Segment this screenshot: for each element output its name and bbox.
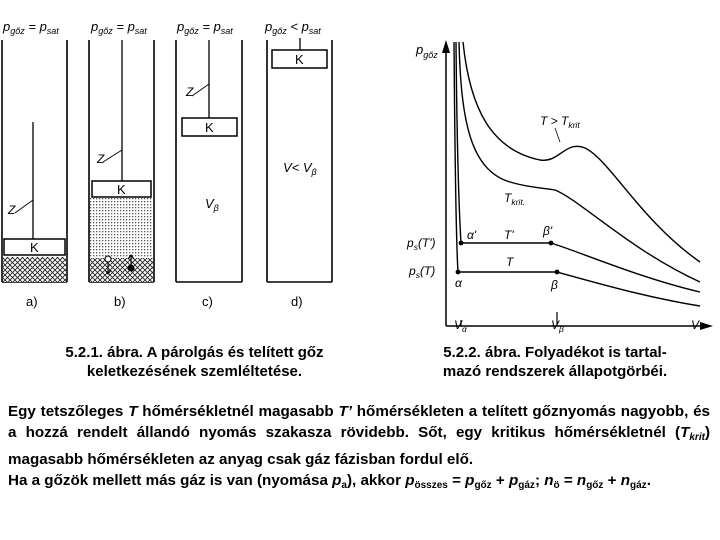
curve-hot-label: $T > T_{krit}$ (540, 114, 580, 130)
volume-label: $V< V_\beta$ (283, 160, 317, 177)
cylinder-d (267, 38, 332, 309)
point-beta-prime (549, 241, 554, 246)
cylinder-c (176, 40, 242, 309)
header-b: $p_{gőz} = p_{sat}$ (91, 19, 147, 36)
label-T-prime: T' (504, 228, 514, 242)
label-beta-prime: β' (543, 224, 553, 238)
rod-label: Z (97, 152, 105, 166)
piston-label: K (295, 52, 304, 67)
label-ps-prime: $p_s(T')$ (407, 236, 436, 252)
curve-T-prime (456, 42, 700, 292)
curve-hot (463, 42, 700, 262)
curve-critical (459, 42, 700, 282)
volume-label: $V_\beta$ (205, 196, 219, 213)
label-v-alpha: $V_\alpha$ (454, 318, 467, 334)
cylinder-a (2, 40, 67, 309)
panel-label-b: b) (114, 294, 126, 309)
panel-label-c: c) (202, 294, 213, 309)
figure-isotherms (406, 40, 713, 334)
body-text (8, 401, 710, 496)
y-axis-label: $p_{gőz}$ (416, 42, 438, 60)
label-ps: $p_s(T)$ (409, 264, 436, 280)
piston-label: K (117, 182, 126, 197)
cylinder-b (89, 40, 154, 309)
header-c: $p_{gőz} = p_{sat}$ (177, 19, 233, 36)
header-d: $p_{gőz} < p_{sat}$ (265, 19, 321, 36)
curve-T (454, 42, 700, 306)
panel-label-a: a) (26, 294, 38, 309)
piston-label: K (30, 240, 39, 255)
caption-fig-5-2-2 (390, 343, 720, 381)
label-beta: β (551, 278, 558, 292)
caption-line: mazó rendszerek állapotgörbéi. (442, 363, 668, 380)
label-alpha-prime: α' (467, 228, 477, 242)
point-alpha (456, 270, 461, 275)
vapor (90, 198, 153, 258)
caption-fig-5-2-1 (22, 343, 367, 381)
panel-label-d: d) (291, 294, 303, 309)
header-a: $p_{gőz} = p_{sat}$ (3, 19, 59, 36)
curve-critical-label: $T_{krit.}$ (504, 191, 526, 207)
paragraph-2: Ha a gőzök mellett más gáz is van (nyomása $p_a$), akkor $p_{összes} = p_{gőz} + p_{gáz}$; $n_ö = n_{gőz} + n_{gáz}$. (8, 471, 651, 491)
point-alpha-prime (459, 241, 464, 246)
paragraph-1: Egy tetszőleges T hőmérsékletnél magasabb T’ hőmérsékleten a telített gőznyomás nagyobb, és a hozzá rendelt állandó nyomás szakasza rövidebb. Sőt, egy kritikus hőmérsékletnél $(T_{krit})$ magasabb hőmérsékleten az anyag csak gáz fázisban fordul elő. (8, 403, 710, 468)
liquid (3, 257, 66, 282)
point-beta (555, 270, 560, 275)
piston-label: K (205, 120, 214, 135)
caption-line: 5.2.1. ábra. A párolgás és telített gőz (65, 344, 324, 361)
rod-label: Z (8, 203, 16, 217)
label-v: V (691, 318, 700, 332)
rod-label: Z (186, 85, 194, 99)
label-v-beta: $V_\beta$ (551, 318, 564, 334)
label-alpha: α (455, 276, 462, 290)
figure-cylinders (2, 19, 332, 309)
caption-line: keletkezésének szemléltetése. (86, 363, 303, 380)
caption-line: 5.2.2. ábra. Folyadékot is tartal- (443, 344, 667, 361)
liquid (90, 258, 153, 282)
label-T: T (506, 255, 514, 269)
